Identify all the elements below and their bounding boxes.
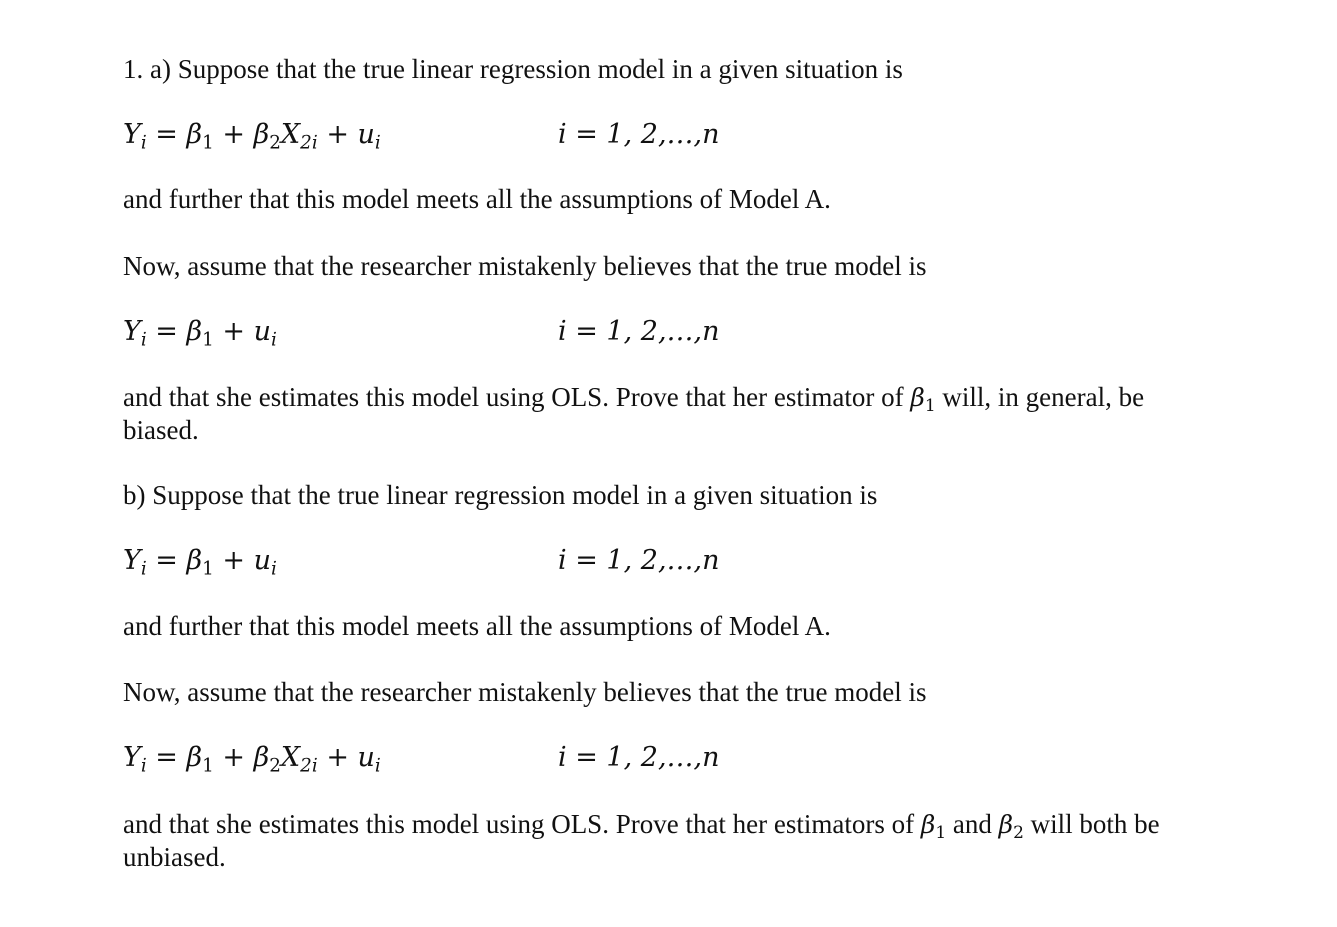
eq-plus: + [326,742,349,773]
eq-X: X [280,119,301,150]
eq-plus: + [222,742,246,773]
eq-Y-sub: i [140,558,147,580]
part-a-intro: 1. a) Suppose that the true linear regression model in a given situation is [123,54,903,84]
eq-equals: = [155,316,178,347]
eq-Y: Y [123,119,141,150]
eq-u: u [253,316,272,347]
eq-plus: + [222,119,246,150]
eq-equals: = [155,119,178,150]
part-b-intro: b) Suppose that the true linear regression model in a given situation is [123,480,878,510]
part-b-believed-model-equation [123,741,720,777]
eq-equals: = [155,742,178,773]
eq-Y: Y [123,545,141,576]
part-b-mistake: Now, assume that the researcher mistakenly believes that the true model is [123,677,927,707]
eq-u: u [357,119,375,150]
eq-index-range: i = 1, 2,…,n [558,119,720,150]
eq-beta1-sub: 1 [202,755,214,777]
eq-beta2: β [253,742,270,773]
eq-equals: = [155,545,178,576]
eq-u-sub: i [374,132,381,154]
eq-X: X [280,742,301,773]
eq-X-sub: 2i [300,755,318,777]
eq-u-sub: i [374,755,381,777]
part-b-assumption: and further that this model meets all the assumptions of Model A. [123,611,831,641]
part-b-prove: and that she estimates this model using OLS. Prove that her estimators of $\beta_1$ and $\beta_2$ will both be unbiased. [123,809,1160,872]
beta2-symbol: β [998,810,1014,839]
eq-index-range: i = 1, 2,…,n [558,742,720,773]
eq-beta1: β [186,119,203,150]
eq-beta2: β [253,119,270,150]
eq-beta1: β [186,545,203,576]
eq-Y-sub: i [140,132,147,154]
part-a-mistake: Now, assume that the researcher mistakenly believes that the true model is [123,251,927,281]
eq-plus: + [222,316,246,347]
eq-beta2-sub: 2 [269,132,281,154]
eq-Y: Y [123,316,141,347]
eq-beta1: β [186,316,203,347]
eq-X-sub: 2i [300,132,318,154]
eq-u-sub: i [271,329,277,351]
eq-u-sub: i [271,558,277,580]
part-a-assumption: and further that this model meets all the assumptions of Model A. [123,184,831,214]
part-a-believed-model-equation [123,315,720,351]
eq-beta1-sub: 1 [202,329,214,351]
part-a-prove: and that she estimates this model using OLS. Prove that her estimator of $\beta_1$ will, in general, be biased. [123,382,1145,445]
eq-index-range: i = 1, 2,…,n [558,316,720,347]
eq-Y-sub: i [140,329,147,351]
eq-plus: + [326,119,349,150]
eq-beta2-sub: 2 [269,755,281,777]
part-b-true-model-equation [123,544,720,580]
part-a-true-model-equation [123,118,720,154]
eq-beta1-sub: 1 [202,558,214,580]
eq-Y: Y [123,742,141,773]
eq-u: u [253,545,272,576]
beta1-symbol: β [920,810,936,839]
eq-beta1-sub: 1 [202,132,214,154]
eq-Y-sub: i [140,755,147,777]
eq-beta1: β [186,742,203,773]
eq-u: u [357,742,375,773]
eq-index-range: i = 1, 2,…,n [558,545,720,576]
beta1-symbol: β [910,383,925,412]
eq-plus: + [222,545,246,576]
